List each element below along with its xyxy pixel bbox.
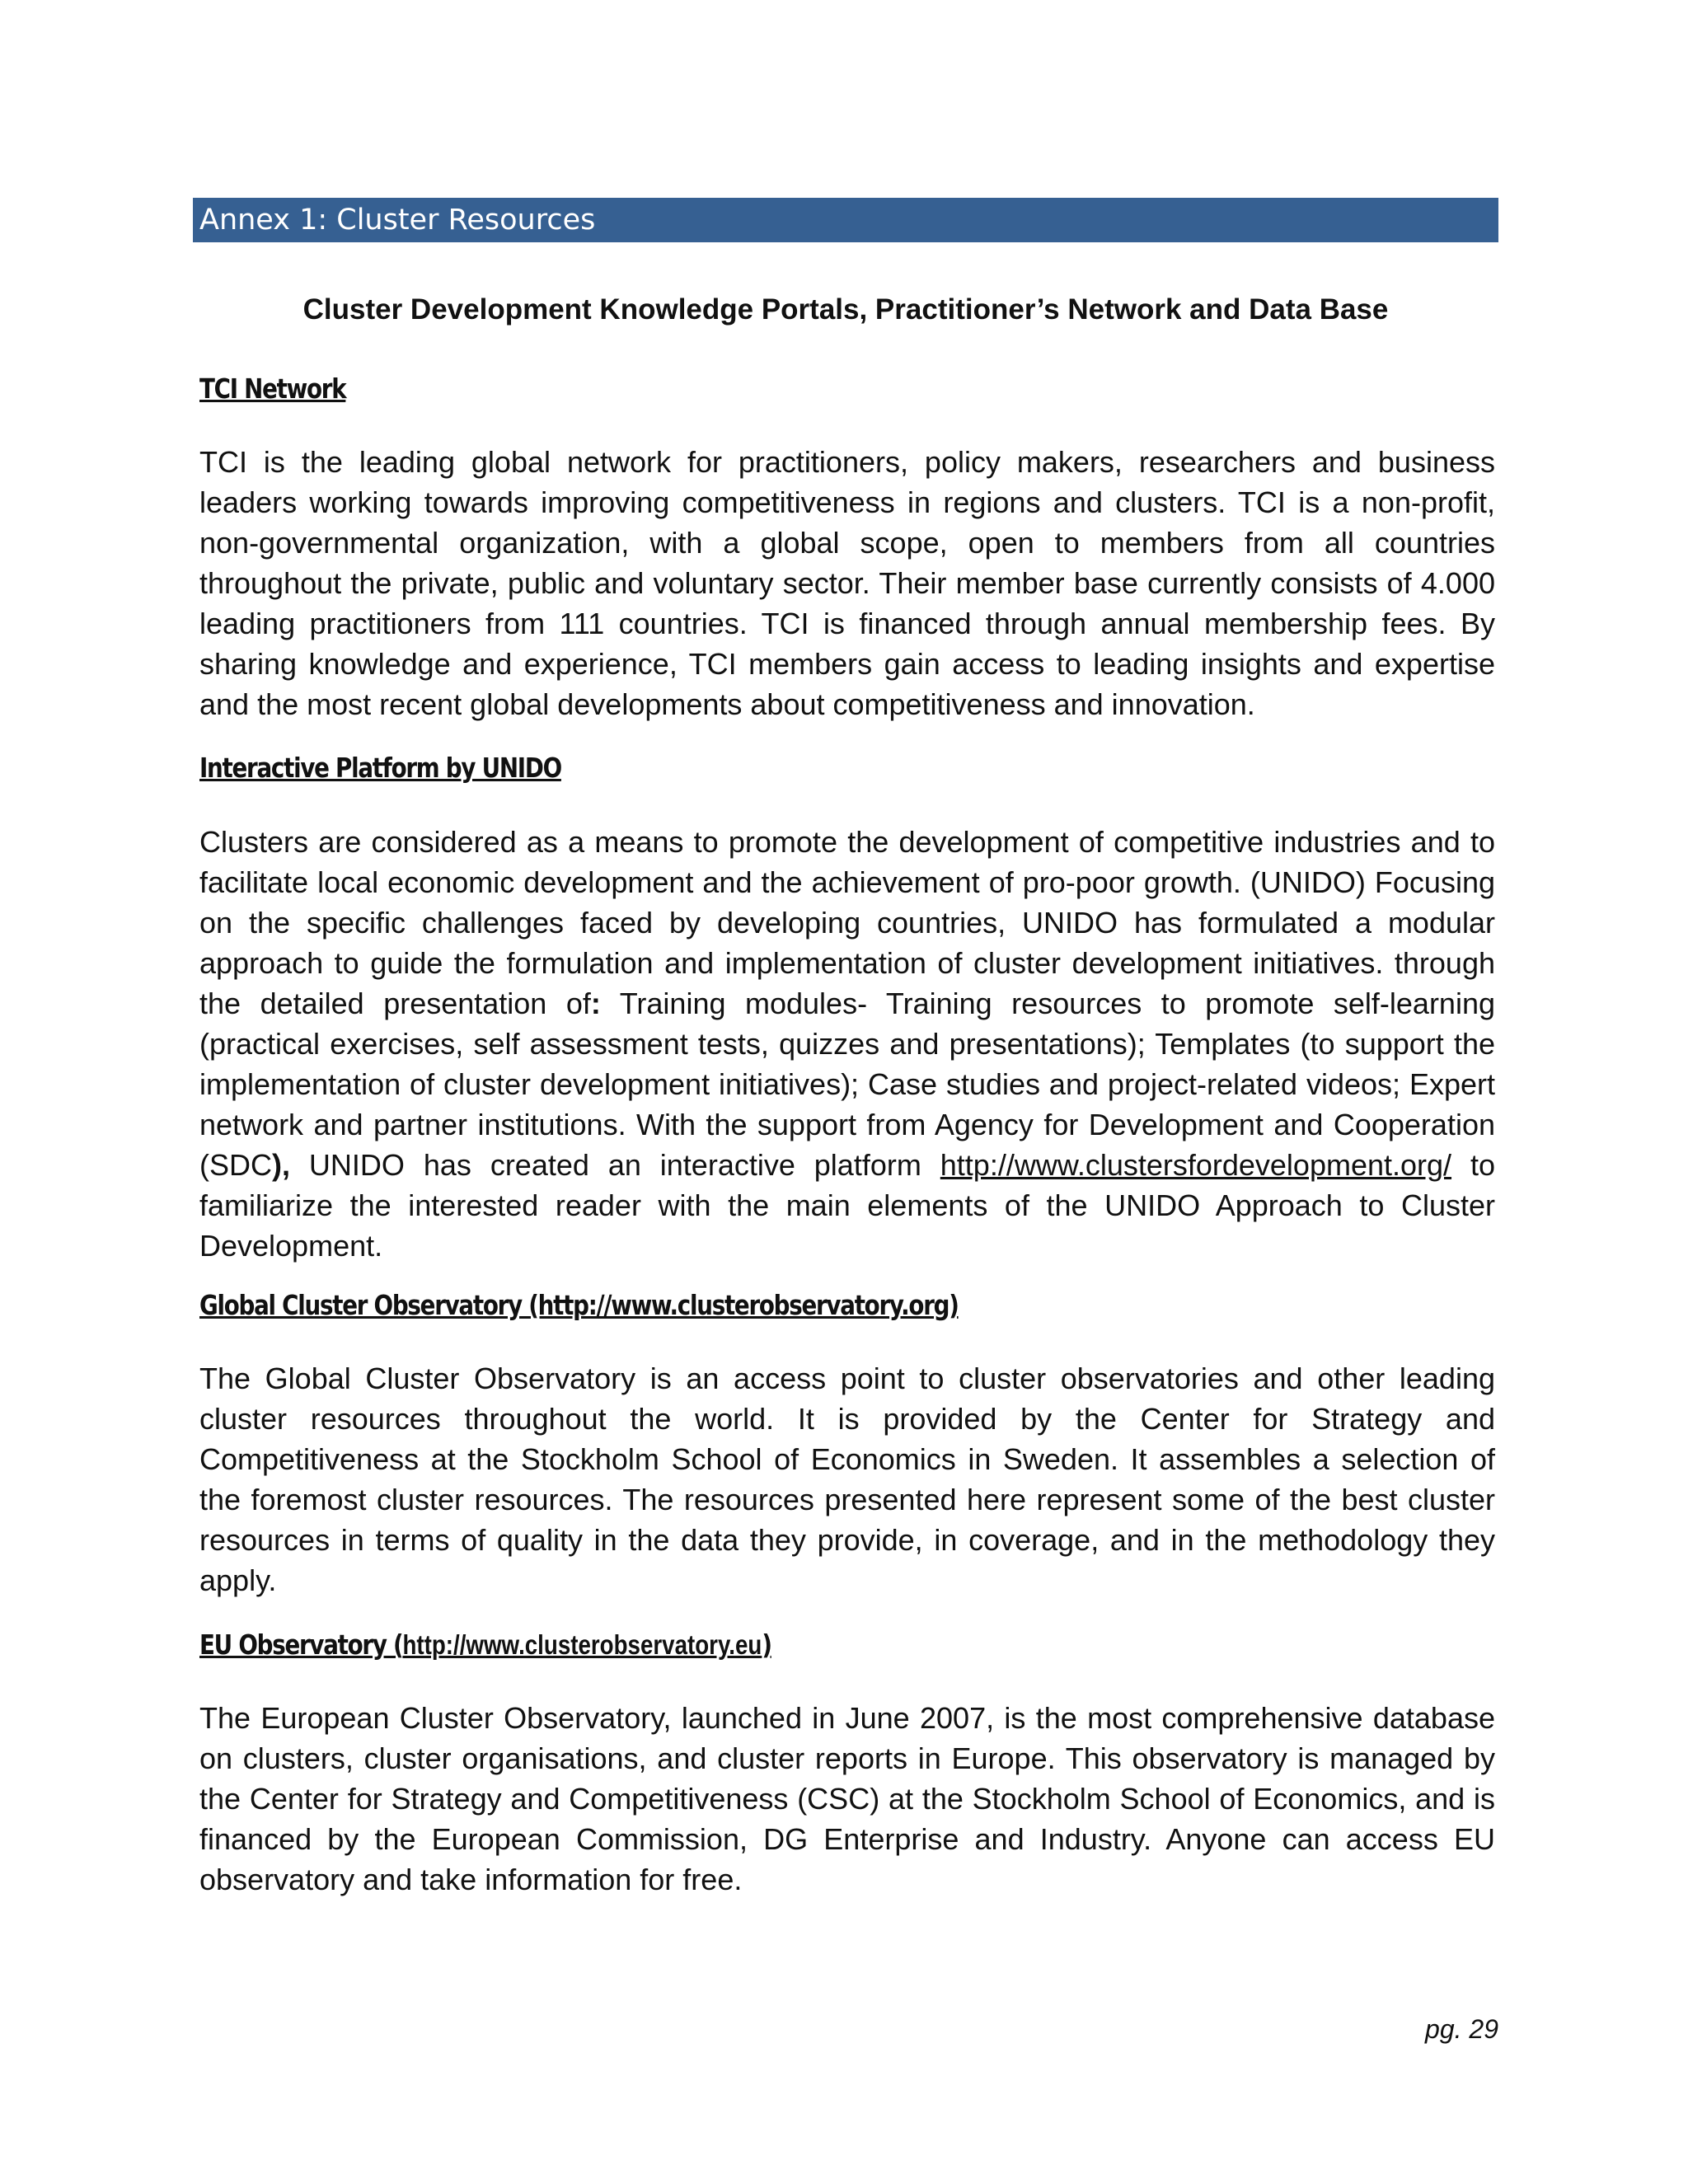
annex-title-bar	[193, 198, 1498, 242]
clustersfordevelopment-link[interactable]: http://www.clustersfordevelopment.org/	[940, 1148, 1452, 1182]
paragraph-unido	[199, 822, 1495, 1266]
unido-text-part-2: Training modules- Training resources to promote self-learning (practical exercises, self assessment tests, quizzes and presentations); Templates (to support the implementation of cluster development initiatives); Case studies and project-related videos; Expert network and partner institutions. With the support from Agency for Development and Cooperation (SDC	[199, 987, 1495, 1182]
unido-closing: ),	[272, 1148, 290, 1182]
paragraph-gco: The Global Cluster Observatory is an access point to cluster observatories and other leading cluster resources throughout the world. It is provided by the Center for Strategy and Competitiveness at the Stockholm School of Economics in Sweden. It assembles a selection of the foremost cluster resources. The resources presented here represent some of the best cluster resources in terms of quality in the data they provide, in coverage, and in the methodology they apply.	[199, 1361, 1495, 1597]
unido-colon: :	[590, 987, 601, 1020]
section-heading-unido: Interactive Platform by UNIDO	[199, 752, 561, 784]
page-number: pg. 29	[1425, 2014, 1498, 2044]
section-heading-gco: Global Cluster Observatory (http://www.clusterobservatory.org)	[199, 1289, 959, 1321]
annex-title: Annex 1: Cluster Resources	[199, 204, 596, 237]
section-heading-tci: TCI Network	[199, 373, 346, 405]
section-heading-eu	[199, 1629, 771, 1661]
eu-heading-suffix: )	[762, 1629, 771, 1661]
eu-observatory-link[interactable]: http://www.clusterobservatory.eu	[402, 1629, 762, 1660]
paragraph-tci: TCI is the leading global network for practitioners, policy makers, researchers and business leaders working towards improving competitiveness in regions and clusters. TCI is a non-profit, non-governmental organization, with a global scope, open to members from all countries throughout the private, public and voluntary sector. Their member base currently consists of 4.000 leading practitioners from 111 countries. TCI is financed through annual membership fees. By sharing knowledge and experience, TCI members gain access to leading insights and expertise and the most recent global developments about competitiveness and innovation.	[199, 445, 1495, 721]
document-title: Cluster Development Knowledge Portals, Practitioner’s Network and Data Base	[302, 293, 1389, 326]
unido-text-part-4: to familiarize the interested reader with the main elements of the UNIDO Approach to Cluster Development.	[199, 1148, 1495, 1263]
paragraph-eu: The European Cluster Observatory, launched in June 2007, is the most comprehensive database on clusters, cluster organisations, and cluster reports in Europe. This observatory is managed by the Center for Strategy and Competitiveness (CSC) at the Stockholm School of Economics, and is financed by the European Commission, DG Enterprise and Industry. Anyone can access EU observatory and take information for free.	[199, 1701, 1495, 1896]
unido-text-part-1: Clusters are considered as a means to promote the development of competitive industries and to facilitate local economic development and the achievement of pro-poor growth. (UNIDO) Focusing on the specific challenges faced by developing countries, UNIDO has formulated a modular approach to guide the formulation and implementation of cluster development initiatives. through the detailed presentation of	[199, 825, 1495, 1020]
unido-text-part-3: UNIDO has created an interactive platform	[290, 1148, 940, 1182]
eu-heading-prefix: EU Observatory (	[199, 1629, 403, 1661]
